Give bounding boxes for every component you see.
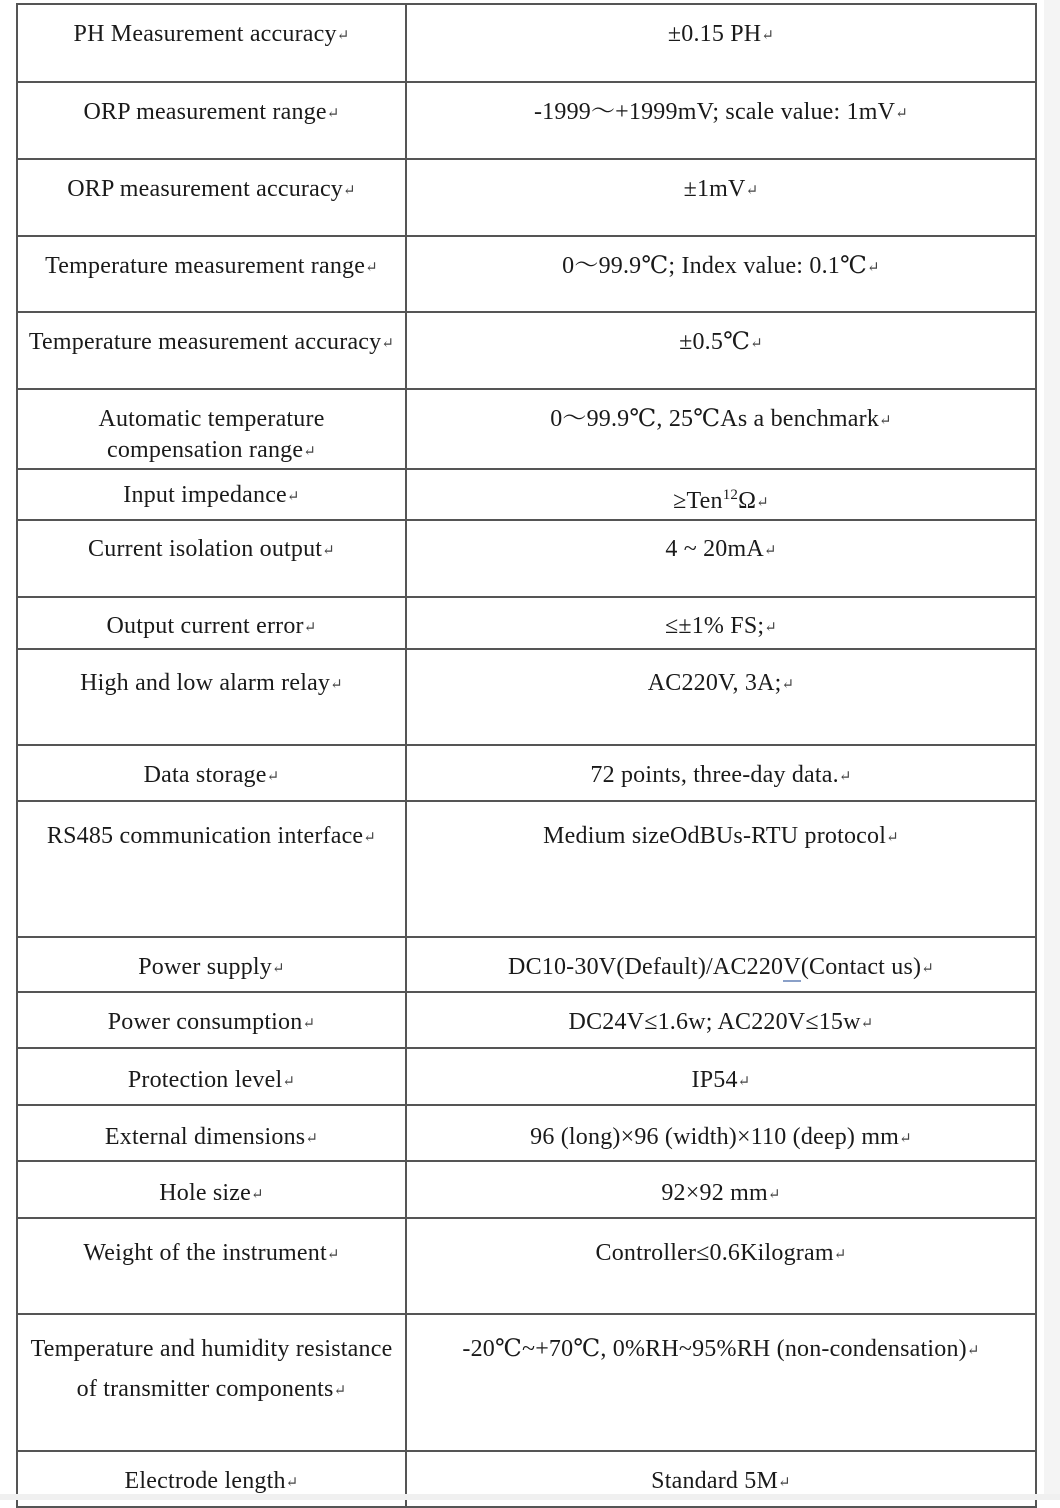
spec-value: ±1mV <box>683 176 746 202</box>
spec-label-cell <box>17 937 406 992</box>
return-mark-icon: ↵ <box>333 1383 347 1399</box>
spec-value-cell <box>406 4 1036 82</box>
spec-label-cell <box>17 801 406 937</box>
spec-value: 4 ~ 20mA <box>665 536 764 562</box>
return-mark-icon: ↵ <box>921 961 934 977</box>
table-row <box>17 1161 1036 1218</box>
spec-value-cell <box>406 159 1036 236</box>
table-row <box>17 312 1036 389</box>
return-mark-icon: ↵ <box>305 1131 319 1147</box>
spec-value-cell <box>406 1048 1036 1105</box>
spec-label-cell <box>17 1048 406 1105</box>
return-mark-icon: ↵ <box>302 1016 316 1032</box>
spec-label-cell <box>17 159 406 236</box>
table-row <box>17 992 1036 1048</box>
spec-label: Electrode length <box>124 1468 286 1494</box>
spec-label: Temperature and humidity resistance of transmitter components <box>30 1336 393 1402</box>
specification-table <box>16 3 1037 1508</box>
spec-value: ≤±1% FS; <box>664 613 765 639</box>
return-mark-icon: ↵ <box>271 961 285 977</box>
spec-label: PH Measurement accuracy <box>73 21 337 47</box>
spec-value-pre: DC10-30V(Default)/AC220 <box>508 954 784 980</box>
spec-label: Hole size <box>159 1180 251 1206</box>
return-mark-icon: ↵ <box>867 260 880 276</box>
spec-label: Weight of the instrument <box>83 1240 327 1266</box>
return-mark-icon: ↵ <box>266 769 280 785</box>
spec-label-cell <box>17 1314 406 1451</box>
spec-label: ORP measurement accuracy <box>67 176 343 202</box>
spec-label: Current isolation output <box>88 536 323 562</box>
table-row <box>17 469 1036 520</box>
spec-value: 72 points, three-day data. <box>590 762 839 788</box>
spec-label: RS485 communication interface <box>46 823 364 849</box>
return-mark-icon: ↵ <box>833 1247 847 1263</box>
spec-label-cell <box>17 1161 406 1218</box>
return-mark-icon: ↵ <box>286 489 300 505</box>
spec-label-cell <box>17 4 406 82</box>
spec-label: Power consumption <box>107 1009 303 1035</box>
return-mark-icon: ↵ <box>838 769 852 785</box>
spec-label-cell <box>17 1105 406 1161</box>
table-row <box>17 1105 1036 1161</box>
return-mark-icon: ↵ <box>326 1247 340 1263</box>
return-mark-icon: ↵ <box>343 183 356 199</box>
spec-value-cell <box>406 236 1036 312</box>
spec-value: IP54 <box>691 1067 738 1093</box>
return-mark-icon: ↵ <box>326 106 340 122</box>
spec-value-cell <box>406 1314 1036 1451</box>
spec-label: Power supply <box>138 954 272 980</box>
spec-value: AC220V, 3A; <box>647 670 782 696</box>
table-row <box>17 159 1036 236</box>
return-mark-icon: ↵ <box>330 677 343 693</box>
spec-label: Temperature measurement accuracy <box>28 329 382 355</box>
return-mark-icon: ↵ <box>966 1343 980 1359</box>
table-row <box>17 937 1036 992</box>
spec-value-underlined: V <box>783 954 801 980</box>
return-mark-icon: ↵ <box>381 336 395 352</box>
spec-value-cell <box>406 520 1036 597</box>
return-mark-icon: ↵ <box>365 260 378 276</box>
return-mark-icon: ↵ <box>767 1187 781 1203</box>
spec-label: Temperature measurement range <box>45 253 366 279</box>
spec-value-cell <box>406 937 1036 992</box>
spec-value: -20℃~+70℃, 0%RH~95%RH (non-condensation) <box>462 1336 967 1362</box>
return-mark-icon: ↵ <box>895 106 908 122</box>
spec-value-cell <box>406 1161 1036 1218</box>
spec-label-cell <box>17 520 406 597</box>
return-mark-icon: ↵ <box>750 336 763 352</box>
spec-value-cell <box>406 82 1036 159</box>
spec-label-cell <box>17 312 406 389</box>
spec-value-cell <box>406 801 1036 937</box>
return-mark-icon: ↵ <box>282 1074 296 1090</box>
spec-label-cell <box>17 992 406 1048</box>
spec-value: 0～99.9℃; Index value: 0.1℃ <box>562 253 868 279</box>
table-row <box>17 82 1036 159</box>
spec-value-cell <box>406 1105 1036 1161</box>
spec-value-cell <box>406 312 1036 389</box>
spec-label: Input impedance <box>123 482 287 508</box>
spec-label-cell <box>17 745 406 801</box>
spec-value-pre: ≥Ten <box>673 488 723 514</box>
spec-label: Automatic temperature compensation range <box>98 406 325 463</box>
spec-label: Protection level <box>127 1067 283 1093</box>
return-mark-icon: ↵ <box>781 677 795 693</box>
spec-value-post: (Contact us) <box>800 954 922 980</box>
spec-value-exponent: 12 <box>722 487 739 503</box>
spec-value: Controller≤0.6Kilogram <box>595 1240 834 1266</box>
spec-value: ±0.15 PH <box>667 21 762 47</box>
page-edge-bottom <box>0 1494 1060 1500</box>
table-row <box>17 236 1036 312</box>
return-mark-icon: ↵ <box>745 183 759 199</box>
spec-value-post: Ω <box>738 488 757 514</box>
table-row <box>17 649 1036 745</box>
spec-value-cell <box>406 389 1036 469</box>
return-mark-icon: ↵ <box>764 620 778 636</box>
spec-value: Standard 5M <box>651 1468 779 1494</box>
table-row <box>17 597 1036 649</box>
table-row <box>17 1218 1036 1314</box>
spec-value-cell <box>406 745 1036 801</box>
return-mark-icon: ↵ <box>322 543 335 559</box>
table-row <box>17 520 1036 597</box>
return-mark-icon: ↵ <box>250 1187 264 1203</box>
return-mark-icon: ↵ <box>879 413 892 429</box>
spec-label-cell <box>17 82 406 159</box>
return-mark-icon: ↵ <box>899 1131 912 1147</box>
return-mark-icon: ↵ <box>886 830 899 846</box>
spec-label-cell <box>17 389 406 469</box>
return-mark-icon: ↵ <box>303 620 317 636</box>
return-mark-icon: ↵ <box>778 1475 791 1491</box>
spec-value: DC24V≤1.6w; AC220V≤15w <box>568 1009 861 1035</box>
spec-label: External dimensions <box>104 1124 306 1150</box>
spec-value: 92×92 mm <box>661 1180 768 1206</box>
spec-value: -1999～+1999mV; scale value: 1mV <box>533 99 896 125</box>
spec-value-cell <box>406 469 1036 520</box>
spec-label-cell <box>17 597 406 649</box>
spec-value-cell <box>406 992 1036 1048</box>
table-row <box>17 1314 1036 1451</box>
return-mark-icon: ↵ <box>303 444 316 460</box>
spec-value-cell <box>406 649 1036 745</box>
spec-label: ORP measurement range <box>83 99 327 125</box>
table-row <box>17 801 1036 937</box>
table-row <box>17 4 1036 82</box>
return-mark-icon: ↵ <box>756 495 769 511</box>
return-mark-icon: ↵ <box>285 1475 299 1491</box>
spec-value-cell <box>406 597 1036 649</box>
table-row <box>17 1048 1036 1105</box>
spec-value: ±0.5℃ <box>679 329 751 355</box>
spec-value: Medium sizeOdBUs-RTU protocol <box>543 823 887 849</box>
page-edge-right <box>1044 0 1060 1500</box>
spec-value: 96 (long)×96 (width)×110 (deep) mm <box>530 1124 900 1150</box>
spec-label-cell <box>17 469 406 520</box>
spec-label: High and low alarm relay <box>80 670 331 696</box>
return-mark-icon: ↵ <box>336 28 350 44</box>
spec-label: Output current error <box>106 613 304 639</box>
return-mark-icon: ↵ <box>737 1074 751 1090</box>
spec-label-cell <box>17 236 406 312</box>
return-mark-icon: ↵ <box>860 1016 874 1032</box>
table-row <box>17 745 1036 801</box>
spec-label-cell <box>17 649 406 745</box>
spec-value: 0～99.9℃, 25℃As a benchmark <box>550 406 880 432</box>
spec-label-cell <box>17 1218 406 1314</box>
table-row <box>17 389 1036 469</box>
spec-value-cell <box>406 1218 1036 1314</box>
return-mark-icon: ↵ <box>763 543 777 559</box>
return-mark-icon: ↵ <box>761 28 775 44</box>
return-mark-icon: ↵ <box>363 830 377 846</box>
spec-label: Data storage <box>143 762 267 788</box>
